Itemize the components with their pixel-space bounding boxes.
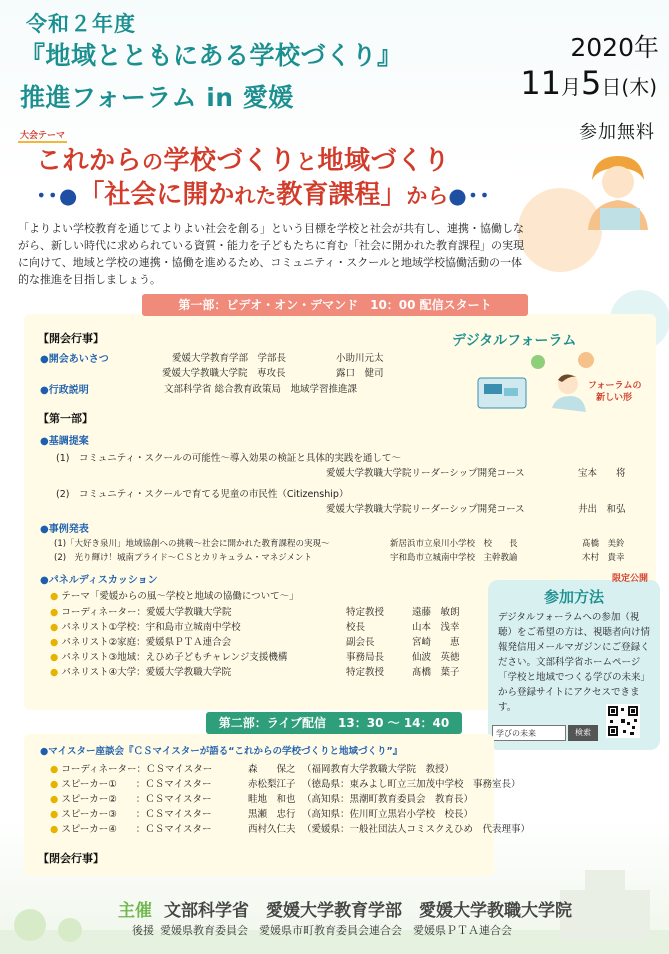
presenter-illustration bbox=[578, 150, 658, 230]
host-label: 主催 bbox=[118, 901, 152, 921]
theme-word-1: これから bbox=[36, 146, 143, 176]
panelist-name: 宮崎 恵 bbox=[412, 637, 460, 648]
date-month-num: 11 bbox=[520, 64, 562, 102]
panelist-name: 山本 浅幸 bbox=[412, 622, 460, 633]
panelist-role: コーディネーター：愛媛大学教職大学院 bbox=[61, 607, 232, 618]
bullet-icon: ● bbox=[50, 607, 62, 618]
bullet-icon: ● bbox=[50, 652, 62, 663]
speaker-role: スピーカー② ：ＣＳマイスター bbox=[61, 794, 212, 805]
support-list: 愛媛県教育委員会 愛媛県市町教育委員会連合会 愛媛県ＰＴＡ連合会 bbox=[160, 924, 512, 937]
panelist-name: 仙波 英徳 bbox=[412, 652, 460, 663]
greeting-name-1: 小助川元太 bbox=[336, 353, 384, 364]
date-month-char: 月 bbox=[561, 75, 582, 99]
keynote-1-name: 宝本 将 bbox=[578, 468, 626, 479]
bullet-icon: ● bbox=[50, 637, 62, 648]
admin-org: 文部科学省 総合教育政策局 地域学習推進課 bbox=[164, 384, 358, 395]
keynote-2-title: (2) コミュニティ・スクールで育てる児童の市民性（Citizenship） bbox=[56, 489, 349, 500]
host-list: 文部科学省 愛媛大学教育学部 愛媛大学教職大学院 bbox=[164, 901, 572, 921]
search-input[interactable]: 学びの未来 bbox=[492, 725, 566, 741]
date-day-char: 日 bbox=[601, 75, 622, 99]
theme-word-2: 学校づくり bbox=[163, 146, 297, 176]
bullet-icon: ● bbox=[50, 667, 62, 678]
keynote-1-title: (1) コミュニティ・スクールの可能性～導入効果の検証と具体的実践を通して～ bbox=[56, 453, 401, 464]
seminar-label: ●マイスター座談会『ＣＳマイスターが語る“これからの学校づくりと地域づくり”』 bbox=[40, 746, 403, 757]
speaker-affiliation: （愛媛県：一般社団法人コミスクえひめ 代表理事） bbox=[302, 824, 531, 835]
panelist-title: 特定教授 bbox=[346, 667, 385, 678]
speaker-name: 畦地 和也 bbox=[248, 794, 296, 805]
theme-particle-2: と bbox=[296, 150, 318, 174]
event-year: 2020年 bbox=[570, 33, 659, 62]
limited-badge: 限定公開 bbox=[612, 574, 649, 584]
qr-code-icon[interactable] bbox=[606, 704, 640, 738]
speaker-role: スピーカー③ ：ＣＳマイスター bbox=[61, 809, 212, 820]
part2-bar: 第二部：ライブ配信 13：30 ～ 14：40 bbox=[206, 712, 462, 734]
opening-heading: 【開会行事】 bbox=[38, 332, 104, 345]
theme-particle-4: から bbox=[406, 184, 449, 208]
bullet-icon: ● bbox=[50, 779, 62, 790]
panelist-row bbox=[50, 664, 231, 678]
panelist-name: 髙橋 葉子 bbox=[412, 667, 460, 678]
title-main: 『地域とともにある学校づくり』 bbox=[20, 41, 403, 70]
howto-title: 参加方法 bbox=[543, 588, 604, 606]
supporters bbox=[132, 922, 512, 938]
speaker-role: スピーカー④ ：ＣＳマイスター bbox=[61, 824, 212, 835]
title-year: 令和２年度 bbox=[26, 12, 136, 36]
theme-badge: 大会テーマ bbox=[18, 128, 67, 143]
keynote-2-org: 愛媛大学教職大学院リーダーシップ開発コース bbox=[326, 504, 525, 515]
date-day-num: 5 bbox=[581, 64, 602, 102]
theme-quote-close: 」 bbox=[380, 180, 407, 210]
greeting-org-1: 愛媛大学教育学部 学部長 bbox=[172, 353, 287, 364]
panelist-row bbox=[50, 634, 231, 648]
greeting-name-2: 露口 健司 bbox=[336, 368, 384, 379]
speaker-affiliation: （徳島県：東みよし町立三加茂中学校 事務室長） bbox=[302, 779, 521, 790]
theme-quote-open: 「社会に bbox=[78, 180, 183, 210]
bullet-icon: ● bbox=[50, 824, 62, 835]
speaker-affiliation: （高知県：佐川町立黒岩小学校 校長） bbox=[302, 809, 474, 820]
theme-headline-2 bbox=[36, 174, 491, 211]
digital-tagline-2: 新しい形 bbox=[596, 393, 633, 403]
theme-particle-3: れた bbox=[234, 184, 277, 208]
digital-tagline-1: フォーラムの bbox=[588, 381, 642, 391]
greeting-label: ●開会あいさつ bbox=[40, 354, 109, 365]
keynote-1-org: 愛媛大学教職大学院リーダーシップ開発コース bbox=[326, 468, 525, 479]
speaker-affiliation: （高知県：黒潮町教育委員会 教育長） bbox=[302, 794, 474, 805]
bullet-icon: ● bbox=[50, 764, 62, 775]
bullet-icon: ● bbox=[50, 591, 62, 602]
case-1-org: 新居浜市立泉川小学校 校 長 bbox=[390, 539, 518, 549]
speaker-role: コーディネーター：ＣＳマイスター bbox=[61, 764, 213, 775]
greeting-org-2: 愛媛大学教職大学院 専攻長 bbox=[162, 368, 286, 379]
closing-heading: 【閉会行事】 bbox=[38, 852, 104, 865]
panelist-name: 遠藤 敏朗 bbox=[412, 607, 460, 618]
panelist-role: パネリスト④大学：愛媛大学教職大学院 bbox=[61, 667, 232, 678]
panel-label: ●パネルディスカッション bbox=[40, 575, 158, 586]
organizers bbox=[118, 896, 572, 921]
panelist-role: パネリスト③地域：えひめ子どもチャレンジ支援機構 bbox=[61, 652, 288, 663]
date-weekday: (木) bbox=[621, 75, 657, 99]
panelist-title: 事務局長 bbox=[346, 652, 385, 663]
panel-theme-text: テーマ「愛媛からの風～学校と地域の協働について～」 bbox=[61, 591, 299, 602]
speaker-affiliation: （福岡教育大学教職大学院 教授） bbox=[302, 764, 455, 775]
speaker-name: 西村久仁夫 bbox=[248, 824, 296, 835]
theme-word-3: 地域づくり bbox=[317, 146, 451, 176]
theme-particle-1: の bbox=[142, 150, 164, 174]
admission-free: 参加無料 bbox=[579, 122, 655, 143]
panelist-row bbox=[50, 649, 287, 663]
panelist-row bbox=[50, 619, 241, 633]
dots-right: ●･･ bbox=[448, 184, 491, 208]
panel-theme bbox=[50, 588, 299, 602]
theme-word-open: 開か bbox=[182, 180, 235, 210]
keynote-label: ●基調提案 bbox=[40, 436, 89, 447]
title-forum: 推進フォーラム in 愛媛 bbox=[20, 83, 294, 112]
intro-paragraph: 「よりよい学校教育を通じてよりよい社会を創る」という目標を学校と社会が共有し、連携・協働しながら、新しい時代に求められている資質・能力を子どもたちに育む「社会に開かれた教育課程」の実現に向けて、地域と学校の連携・協働を進めるため、コミュニティ・スクールと地域学校協働活動の一体的な推進を目指しましょう。 bbox=[18, 222, 524, 286]
theme-word-curriculum: 教育課程 bbox=[276, 180, 381, 210]
dots-left: ･･● bbox=[36, 184, 79, 208]
support-label: 後援 bbox=[132, 924, 154, 937]
bullet-icon: ● bbox=[50, 794, 62, 805]
speaker-name: 森 保之 bbox=[248, 764, 296, 775]
panelist-role: パネリスト①学校：宇和島市立城南中学校 bbox=[61, 622, 241, 633]
case-1-title: (1)「大好き泉川」地域協創への挑戦～社会に開かれた教育課程の実現～ bbox=[54, 539, 330, 549]
admin-label: ●行政説明 bbox=[40, 385, 89, 396]
speaker-row bbox=[50, 761, 212, 775]
speaker-name: 赤松梨江子 bbox=[248, 779, 296, 790]
speaker-role: スピーカー① ：ＣＳマイスター bbox=[61, 779, 212, 790]
speaker-row bbox=[50, 776, 211, 790]
panelist-role: パネリスト②家庭：愛媛県ＰＴＡ連合会 bbox=[61, 637, 232, 648]
case-1-name: 髙橋 美鈴 bbox=[582, 539, 625, 549]
part1-heading: 【第一部】 bbox=[38, 412, 93, 425]
panelist-row bbox=[50, 604, 232, 618]
speaker-row bbox=[50, 806, 211, 820]
case-label: ●事例発表 bbox=[40, 524, 89, 535]
case-2-org: 宇和島市立城南中学校 主幹教諭 bbox=[390, 553, 518, 563]
case-2-name: 木村 貴幸 bbox=[582, 553, 625, 563]
bullet-icon: ● bbox=[50, 809, 62, 820]
panelist-title: 副会長 bbox=[346, 637, 375, 648]
speaker-name: 黒瀬 忠行 bbox=[248, 809, 296, 820]
digital-forum-title: デジタルフォーラム bbox=[452, 333, 577, 349]
theme-headline-1 bbox=[36, 140, 450, 177]
search-button[interactable]: 検索 bbox=[568, 725, 598, 741]
panelist-title: 特定教授 bbox=[346, 607, 385, 618]
panelist-title: 校長 bbox=[346, 622, 366, 633]
case-2-title: (2) 光り輝け！城南プライド～ＣＳとカリキュラム・マネジメント bbox=[54, 553, 312, 563]
bullet-icon: ● bbox=[50, 622, 62, 633]
speaker-row bbox=[50, 821, 211, 835]
keynote-2-name: 井出 和弘 bbox=[578, 504, 626, 515]
speaker-row bbox=[50, 791, 211, 805]
event-date bbox=[520, 64, 657, 102]
howto-text: デジタルフォーラムへの参加（視聴）をご希望の方は、視聴者向け情報発信用メールマガジンにご登録ください。文部科学省ホームページ「学校と地域でつくる学びの未来」から登録サイトにアクセスできます。 bbox=[498, 612, 651, 713]
part1-bar: 第一部：ビデオ・オン・デマンド 10：00 配信スタート bbox=[142, 294, 528, 316]
